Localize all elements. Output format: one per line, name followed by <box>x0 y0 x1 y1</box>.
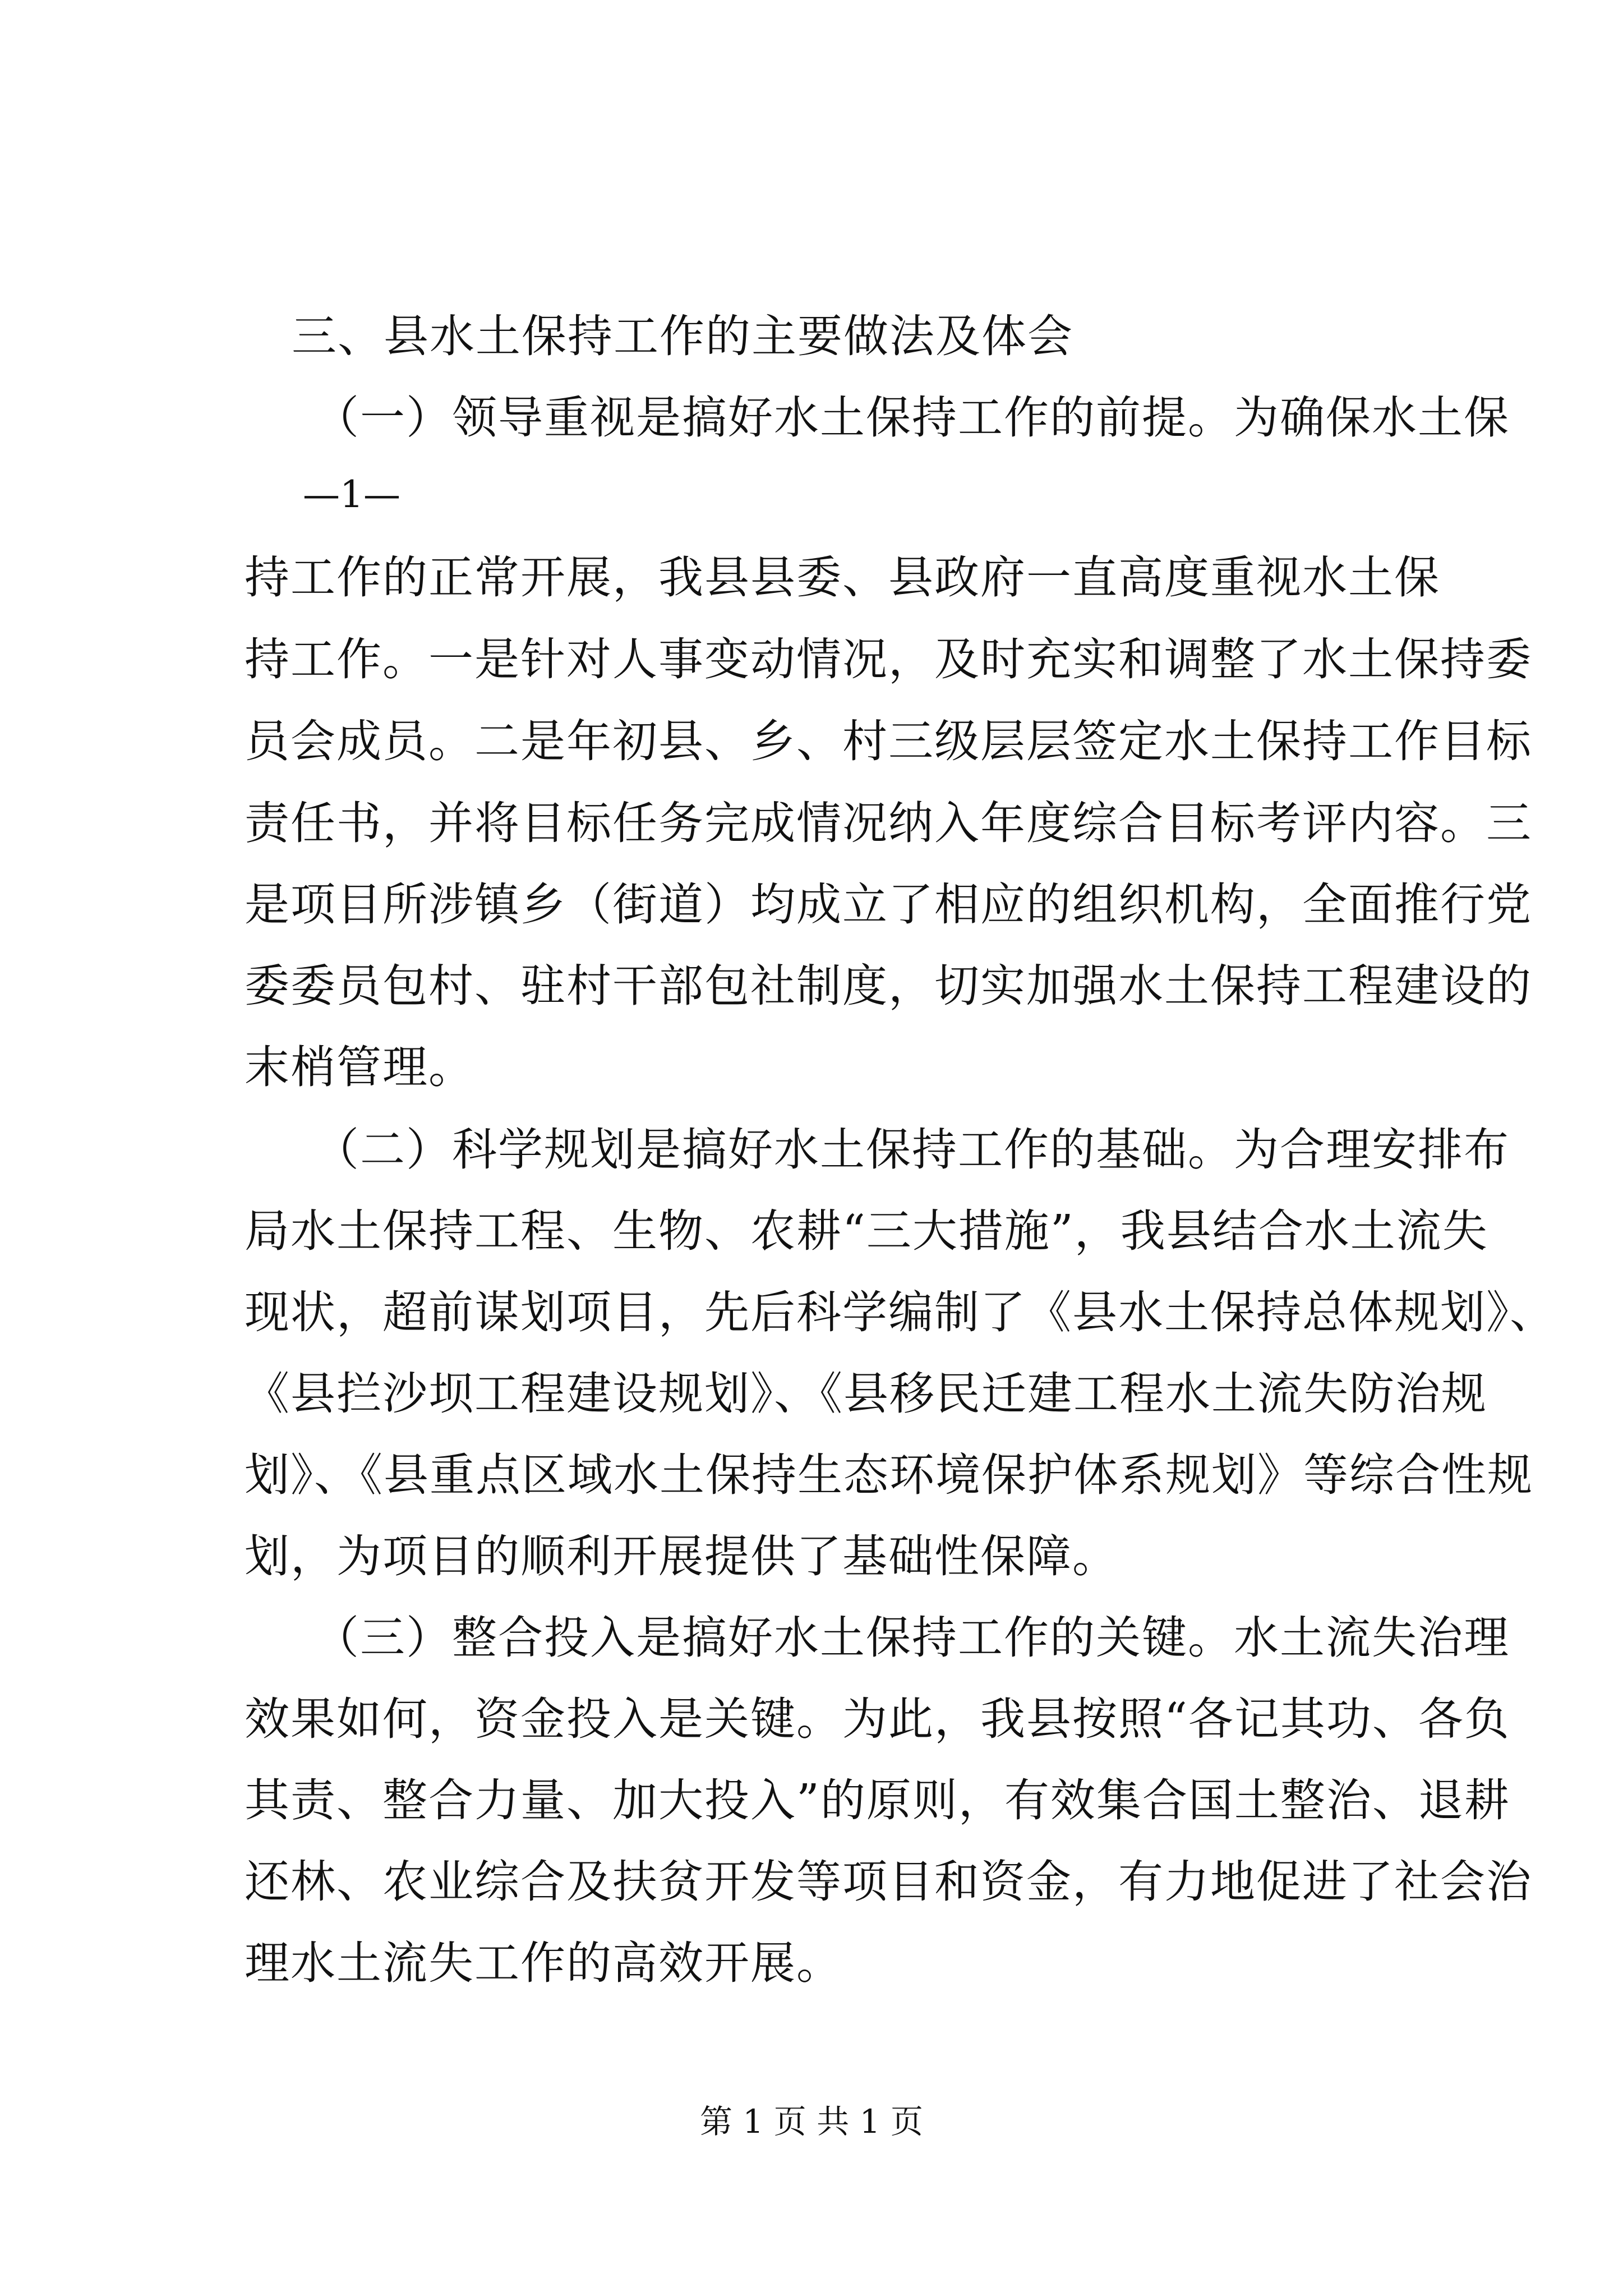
paragraph-line: 划，为项目的顺利开展提供了基础性保障。 <box>245 1530 1118 1582</box>
paragraph-line: （二）科学规划是搞好水土保持工作的基础。为合理安排布 <box>314 1124 1510 1176</box>
paragraph-line: 《县拦沙坝工程建设规划》、《县移民迁建工程水土流失防治规 <box>245 1368 1487 1420</box>
paragraph-line: 是项目所涉镇乡（街道）均成立了相应的组织机构，全面推行党 <box>245 878 1532 931</box>
paragraph-line: 理水土流失工作的高效开展。 <box>245 1937 842 1989</box>
paragraph-line: 效果如何，资金投入是关键。为此，我县按照“各记其功、各负 <box>245 1693 1510 1745</box>
paragraph-line: 现状，超前谋划项目，先后科学编制了《县水土保持总体规划》、 <box>245 1286 1556 1338</box>
paragraph-line: 员会成员。二是年初县、乡、村三级层层签定水土保持工作目标 <box>245 715 1532 767</box>
page-marker: —1— <box>303 473 400 516</box>
paragraph-line: （一）领导重视是搞好水土保持工作的前提。为确保水土保 <box>314 392 1510 444</box>
paragraph-line: 还林、农业综合及扶贫开发等项目和资金，有力地促进了社会治 <box>245 1856 1532 1908</box>
paragraph-line: 责任书，并将目标任务完成情况纳入年度综合目标考评内容。三 <box>245 797 1532 849</box>
paragraph-line: 持工作的正常开展，我县县委、县政府一直高度重视水土保 <box>245 551 1440 604</box>
paragraph-line: 局水土保持工程、生物、农耕“三大措施”，我县结合水土流失 <box>245 1205 1488 1257</box>
section-heading: 三、县水土保持工作的主要做法及体会 <box>292 310 1073 362</box>
paragraph-line: （三）整合投入是搞好水土保持工作的关键。水土流失治理 <box>314 1612 1510 1664</box>
paragraph-line: 委委员包村、驻村干部包社制度，切实加强水土保持工程建设的 <box>245 960 1532 1012</box>
paragraph-line: 其责、整合力量、加大投入”的原则，有效集合国土整治、退耕 <box>245 1774 1510 1826</box>
paragraph-line: 持工作。一是针对人事变动情况，及时充实和调整了水土保持委 <box>245 633 1532 685</box>
paragraph-line: 划》、《县重点区域水土保持生态环境保护体系规划》等综合性规 <box>245 1449 1533 1501</box>
paragraph-line: 末梢管理。 <box>245 1041 474 1093</box>
page-footer: 第 1 页 共 1 页 <box>700 2102 923 2141</box>
